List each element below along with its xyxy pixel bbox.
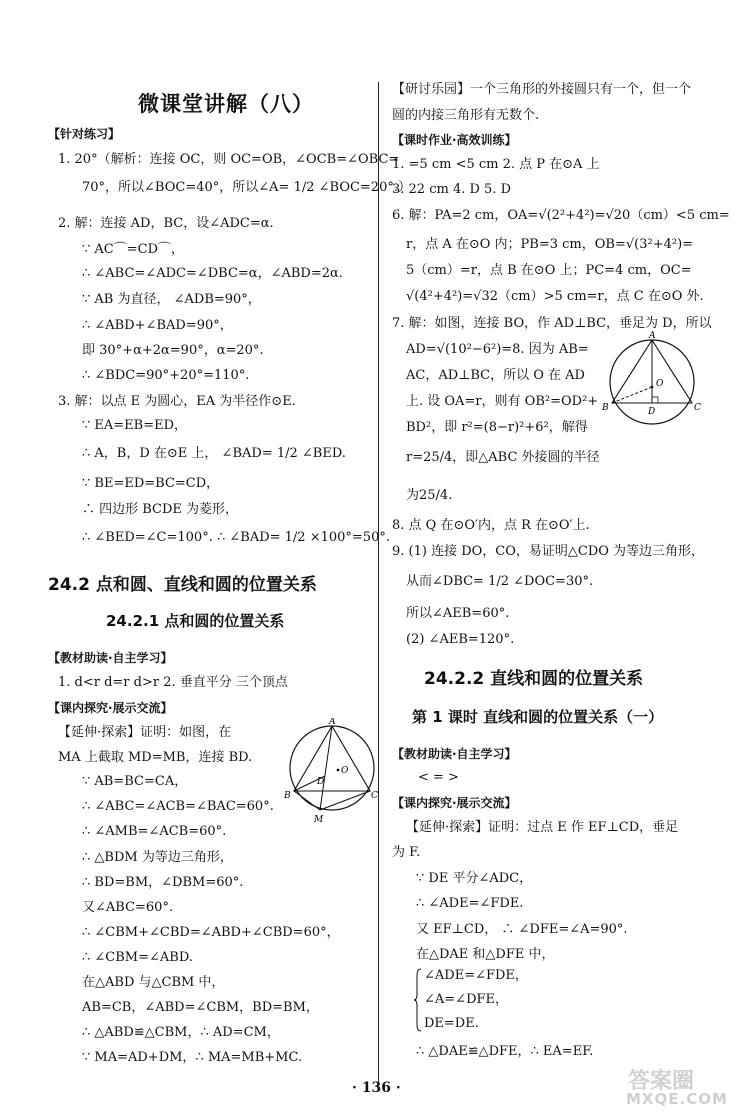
answer-9-line-4: (2) ∠AEB=120°. [406,632,515,647]
answer-2-line-6: 即 30°+α+2α=90°，α=20°. [82,343,264,358]
proof-line-5: ∴ ∠AMB=∠ACB=60°. [82,824,227,839]
segment-ma [320,726,332,810]
answer-7-line-4: 上. 设 OA=r，则有 OB²=OD²+ [406,394,599,409]
proof-line-2: MA 上截取 MD=MB，连接 BD. [58,750,253,765]
proof-line-8: 又∠ABC=60°. [82,900,174,915]
section-tag-reading: 【教材助读·自主学习】 [48,651,173,665]
center-dot [337,769,340,772]
homework-line-1: 1. =5 cm <5 cm 2. 点 P 在⊙A 上 [392,157,600,172]
proof2-line-5: 又 EF⊥CD， ∴ ∠DFE=∠A=90°. [416,922,628,937]
label-m: M [314,815,324,825]
label-o: O [656,379,664,389]
proof2-line-6: 在△DAE 和△DFE 中， [416,947,555,962]
proof-line-3: ∵ AB=BC=CA， [82,774,188,789]
reading-answers: 1. d<r d=r d>r 2. 垂直平分 三个顶点 [58,675,288,690]
answer-7-line-6: r=25/4，即△ABC 外接圆的半径 [406,450,600,465]
label-a: A [649,331,656,341]
answer-9-line-1: 9. (1) 连接 DO，CO，易证明△CDO 为等边三角形， [392,544,705,559]
proof-line-12: AB=CB，∠ABD=∠CBM，BD=BM， [82,1000,319,1015]
watermark-text-bottom: MXQE.COM [626,1090,728,1108]
answer-2-line-4: ∵ AB 为直径， ∠ADB=90°， [82,292,261,307]
answer-2-line-3: ∴ ∠ABC=∠ADC=∠DBC=α，∠ABD=2α. [82,266,343,281]
segment-cm [320,791,370,810]
proof-line-4: ∴ ∠ABC=∠ACB=∠BAC=60°. [82,799,274,814]
homework-line-2: 3. 22 cm 4. D 5. D [392,182,511,197]
discussion-line-2: 圆的内接三角形有无数个. [392,108,540,123]
right-angle-mark [652,397,658,403]
proof2-line-2: 为 F. [392,845,421,860]
proof2-line-3: ∵ DE 平分∠ADC， [416,871,533,886]
proof2-line-4: ∴ ∠ADE=∠FDE. [416,896,524,911]
answer-2-line-5: ∴ ∠ABD+∠BAD=90°， [82,318,233,333]
reading-symbols: < = > [418,770,459,785]
lecture-title: 微课堂讲解（八） [138,91,314,116]
proof-line-11: 在△ABD 与△CBM 中， [82,975,225,990]
proof-line-14: ∵ MA=AD+DM，∴ MA=MB+MC. [82,1050,303,1065]
label-a: A [329,718,336,727]
label-o: O [341,766,349,776]
segment-bm [294,791,320,810]
answer-3-line-4: ∵ BE=ED=BC=CD， [82,476,220,491]
figure-circumscribed-circle [600,330,706,438]
answer-6-line-1: 6. 解：PA=2 cm，OA=√(2²+4²)=√20（cm）<5 cm= [392,208,730,223]
proof-line-7: ∴ BD=BM，∠DBM=60°. [82,875,244,890]
answer-7-line-2: AD=√(10²−6²)=8. 因为 AB= [406,342,589,357]
proof-line-6: ∴ △BDM 为等边三角形， [82,850,233,865]
section-heading-24-2-2: 24.2.2 直线和圆的位置关系 [424,669,644,689]
proof-line-10: ∴ ∠CBM=∠ABD. [82,950,193,965]
brace-icon [414,968,422,1032]
answer-3-line-1: 3. 解：以点 E 为圆心，EA 为半径作⊙E. [58,394,296,409]
answer-3-line-6: ∴ ∠BED=∠C=100°. ∴ ∠BAD= 1/2 ×100°=50°. [82,530,390,545]
answer-7-line-7: 为25/4. [406,488,453,503]
answer-9-line-3: 所以∠AEB=60°. [406,606,510,621]
section-tag-homework: 【课时作业·高效训练】 [392,133,517,147]
page-number: · 136 · [352,1080,401,1096]
answer-1-line-1: 1. 20°（解析：连接 OC，则 OC=OB，∠OCB=∠OBC= [58,152,400,167]
answer-3-line-3: ∴ A，B，D 在⊙E 上， ∠BAD= 1/2 ∠BED. [82,446,346,461]
watermark-text-top: 答案圈 [628,1069,695,1094]
answer-7-line-3: AC，AD⊥BC，所以 O 在 AD [406,368,585,383]
answer-8: 8. 点 Q 在⊙O′内，点 R 在⊙O′上. [392,518,590,533]
answer-6-line-4: √(4²+4²)=√32（cm）>5 cm=r，点 C 在⊙O 外. [406,289,704,304]
answer-7-line-1: 7. 解：如图，连接 BO，作 AD⊥BC，垂足为 D，所以 [392,316,712,331]
proof2-line-1: 【延伸·探索】证明：过点 E 作 EF⊥CD，垂足 [406,820,679,835]
discussion-line-1: 【研讨乐园】一个三角形的外接圆只有一个，但一个 [392,82,692,97]
watermark-logo [622,1064,746,1110]
lesson-heading: 第 1 课时 直线和圆的位置关系（一） [412,708,664,726]
answer-6-line-3: 5（cm）=r，点 B 在⊙O 上；PC=4 cm，OC= [406,263,692,278]
label-b: B [284,791,291,801]
label-d: D [317,777,325,787]
proof-line-9: ∴ ∠CBM+∠CBD=∠ABD+∠CBD=60°， [82,925,340,940]
center-dot [651,386,654,389]
section-heading-24-2: 24.2 点和圆、直线和圆的位置关系 [48,575,317,595]
label-c: C [371,791,378,801]
answer-1-line-2: 70°，所以∠BOC=40°，所以∠A= 1/2 ∠BOC=20°.） [82,180,411,195]
label-b: B [602,403,609,413]
section-tag-explore-2: 【课内探究·展示交流】 [392,796,517,810]
answer-2-line-2: ∵ AC⌒=CD⌒， [82,242,185,257]
answer-6-line-2: r，点 A 在⊙O 内；PB=3 cm，OB=√(3²+4²)= [406,237,694,252]
proof2-condition-3: DE=DE. [424,1016,479,1031]
proof-line-13: ∴ △ABD≌△CBM，∴ AD=CM， [82,1025,280,1040]
label-d: D [648,407,656,417]
figure-circle-equilateral-triangle [284,718,380,826]
answer-3-line-2: ∵ EA=EB=ED， [82,418,188,433]
answer-9-line-2: 从而∠DBC= 1/2 ∠DOC=30°. [406,574,594,589]
label-c: C [694,403,701,413]
section-tag-explore: 【课内探究·展示交流】 [48,701,173,715]
proof-line-1: 【延伸·探索】证明：如图，在 [58,725,232,740]
answer-7-line-5: BD²，即 r²=(8−r)²+6²，解得 [406,420,588,435]
segment-bo [612,387,652,403]
column-divider [378,82,379,1082]
answer-3-line-5: ∴ 四边形 BCDE 为菱形， [82,502,239,517]
proof2-condition-2: ∠A=∠DFE， [424,992,508,1007]
answer-2-line-7: ∴ ∠BDC=90°+20°=110°. [82,368,250,383]
subsection-heading-24-2-1: 24.2.1 点和圆的位置关系 [106,612,285,630]
section-tag-reading-2: 【教材助读·自主学习】 [392,747,517,761]
proof2-conclusion: ∴ △DAE≌△DFE，∴ EA=EF. [416,1044,594,1059]
proof2-condition-1: ∠ADE=∠FDE， [424,968,528,983]
section-tag-practice: 【针对练习】 [48,127,121,141]
answer-2-line-1: 2. 解：连接 AD，BC，设∠ADC=α. [58,216,274,231]
